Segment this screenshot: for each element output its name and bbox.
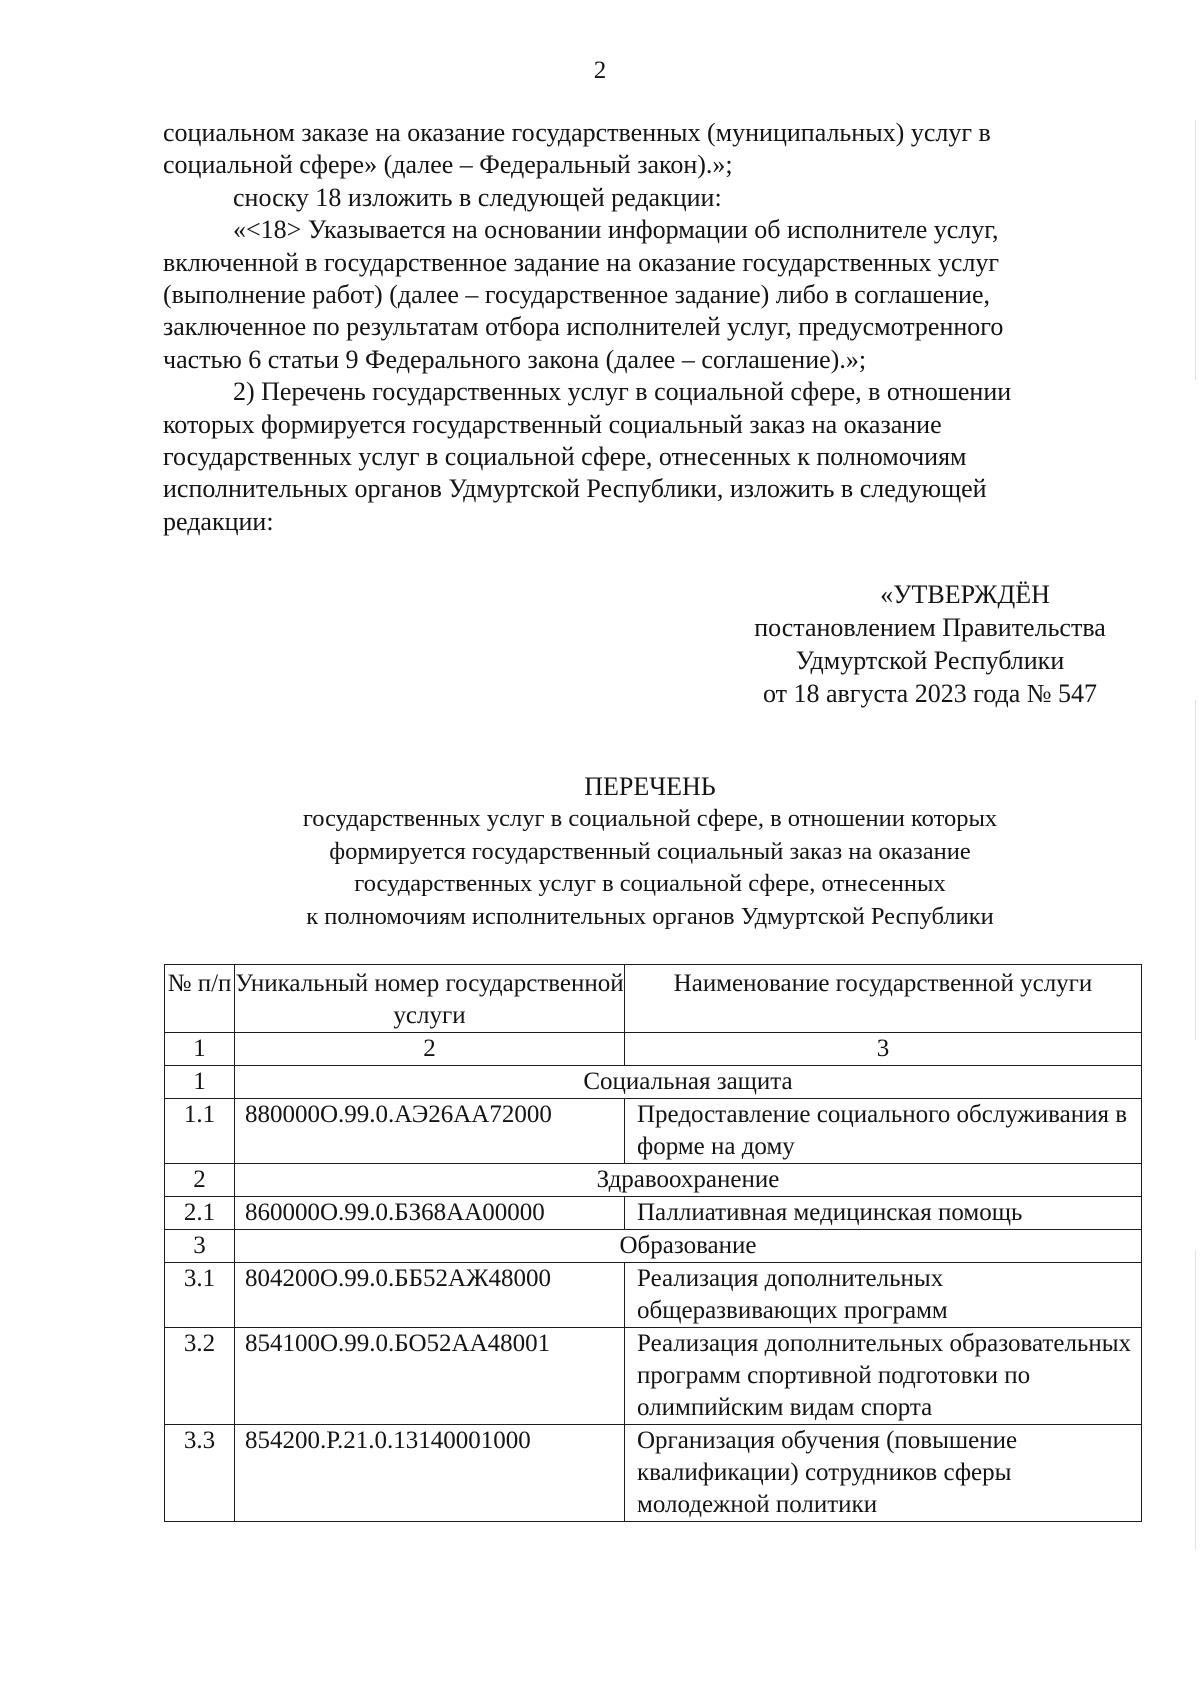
body-line: которых формируется государственный социальный заказ на оказание: [163, 409, 942, 439]
row-num: 3.1: [165, 1263, 235, 1328]
column-number: 3: [625, 1033, 1142, 1066]
service-code: 854200.Р.21.0.13140001000: [235, 1425, 625, 1522]
service-code: 804200О.99.0.ББ52АЖ48000: [235, 1263, 625, 1328]
section-title: Здравоохранение: [235, 1164, 1142, 1197]
row-num: 1.1: [165, 1099, 235, 1164]
services-table: [164, 964, 1142, 1522]
body-line: (выполнение работ) (далее – государственное задание) либо в соглашение,: [163, 280, 990, 310]
approval-heading: «УТВЕРЖДЁН: [880, 580, 1050, 609]
scan-edge-mark: [1195, 700, 1196, 1040]
body-line: заключенное по результатам отбора исполнителей услуг, предусмотренного: [163, 312, 1004, 342]
header-num: № п/п: [165, 965, 235, 1033]
body-line: государственных услуг в социальной сфере, отнесенных к полномочиям: [163, 442, 967, 472]
body-line: частью 6 статьи 9 Федерального закона (далее – соглашение).»;: [163, 344, 867, 374]
table-row: [165, 1425, 1142, 1522]
body-line: 2) Перечень государственных услуг в социальной сфере, в отношении: [233, 377, 1012, 407]
section-row: [165, 1164, 1142, 1197]
header-code: Уникальный номер государственной услуги: [235, 965, 625, 1033]
list-subtitle-line: формируется государственный социальный заказ на оказание: [329, 837, 971, 865]
column-number: 2: [235, 1033, 625, 1066]
table-row: [165, 1263, 1142, 1328]
section-row: [165, 1066, 1142, 1099]
service-code: 854100О.99.0.БО52АА48001: [235, 1328, 625, 1425]
scan-edge-mark: [1195, 120, 1196, 380]
header-name: Наименование государственной услуги: [625, 965, 1142, 1033]
body-text: [163, 117, 1141, 538]
body-line: редакции:: [163, 506, 274, 536]
list-subtitle-line: государственных услуг в социальной сфере, в отношении которых: [302, 805, 998, 832]
approval-line: Удмуртской Республики: [795, 646, 1065, 675]
body-line: включенной в государственное задание на оказание государственных услуг: [163, 247, 1000, 277]
table-row: [165, 1328, 1142, 1425]
page-number: 2: [593, 57, 607, 84]
list-subtitle: [200, 803, 1100, 933]
approval-line: постановлением Правительства: [754, 613, 1106, 642]
service-name: Реализация дополнительных образовательных программ спортивной подготовки по олимпийским видам спорта: [625, 1328, 1142, 1425]
list-subtitle-line: к полномочиям исполнительных органов Удмуртской Республики: [306, 902, 994, 930]
body-line: исполнительных органов Удмуртской Республики, изложить в следующей: [163, 474, 987, 504]
approval-block: [720, 578, 1140, 710]
row-num: 3.2: [165, 1328, 235, 1425]
row-num: 3: [165, 1230, 235, 1263]
service-name: Организация обучения (повышение квалификации) сотрудников сферы молодежной политики: [625, 1425, 1142, 1522]
table-row: [165, 1197, 1142, 1230]
table-row: [165, 1099, 1142, 1164]
service-code: 860000О.99.0.БЗ68АА00000: [235, 1197, 625, 1230]
service-code: 880000О.99.0.АЭ26АА72000: [235, 1099, 625, 1164]
column-number-row: [165, 1033, 1142, 1066]
row-num: 2: [165, 1164, 235, 1197]
body-line: социальном заказе на оказание государственных (муниципальных) услуг в: [163, 118, 991, 147]
service-name: Паллиативная медицинская помощь: [625, 1197, 1142, 1230]
section-title: Социальная защита: [235, 1066, 1142, 1099]
section-title: Образование: [235, 1230, 1142, 1263]
scan-edge-mark: [1195, 1250, 1196, 1550]
row-num: 3.3: [165, 1425, 235, 1522]
section-row: [165, 1230, 1142, 1263]
list-subtitle-line: государственных услуг в социальной сфере, отнесенных: [354, 870, 946, 897]
approval-date: от 18 августа 2023 года № 547: [762, 679, 1098, 708]
list-title: ПЕРЕЧЕНЬ: [584, 772, 716, 801]
body-line: сноску 18 изложить в следующей редакции:: [233, 182, 722, 212]
service-name: Реализация дополнительных общеразвивающих программ: [625, 1263, 1142, 1328]
table-header-row: [165, 965, 1142, 1033]
row-num: 2.1: [165, 1197, 235, 1230]
body-line: «<18> Указывается на основании информации об исполнителе услуг,: [233, 215, 999, 245]
row-num: 1: [165, 1066, 235, 1099]
service-name: Предоставление социального обслуживания в форме на дому: [625, 1099, 1142, 1164]
body-line: социальной сфере» (далее – Федеральный закон).»;: [163, 150, 733, 180]
column-number: 1: [165, 1033, 235, 1066]
